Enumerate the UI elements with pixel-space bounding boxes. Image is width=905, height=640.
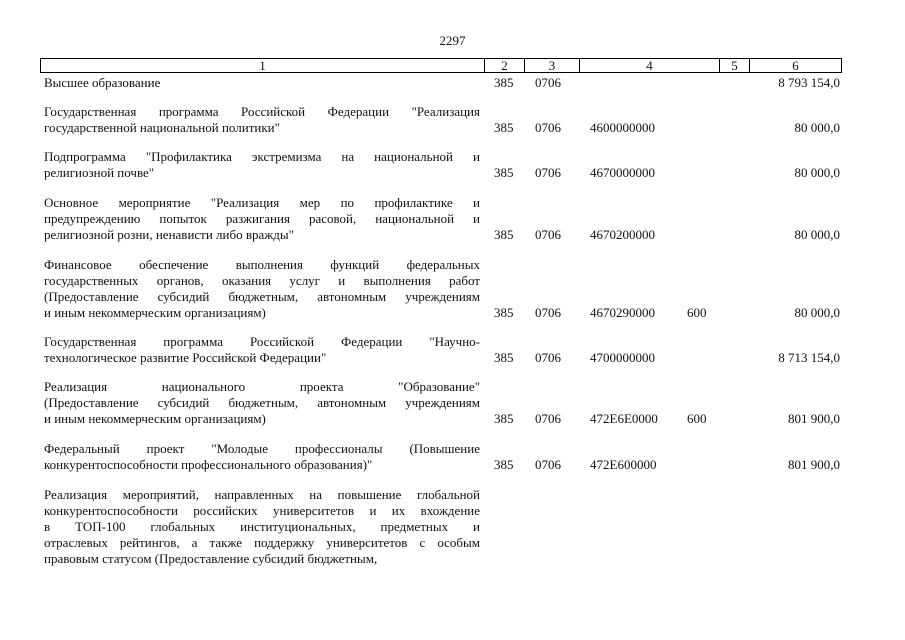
page-number: 2297 bbox=[439, 33, 466, 48]
row-name-line: и иным некоммерческим организациям) bbox=[44, 305, 266, 320]
row-col-6: 8 713 154,0 bbox=[778, 350, 840, 365]
row-col-6: 801 900,0 bbox=[788, 457, 840, 472]
row-col-2: 385 bbox=[494, 120, 514, 135]
table-row bbox=[0, 149, 905, 181]
row-col-4: 4670200000 bbox=[590, 227, 655, 242]
table-row bbox=[0, 379, 905, 427]
row-col-4: 4700000000 bbox=[590, 350, 655, 365]
row-name-line: религиозной розни, ненависти либо вражды" bbox=[44, 227, 294, 242]
row-col-4: 4600000000 bbox=[590, 120, 655, 135]
table-row bbox=[0, 104, 905, 136]
row-col-5: 600 bbox=[687, 305, 707, 320]
row-name bbox=[44, 257, 480, 321]
row-name-line: Реализация мероприятий, направленных на повышение глобальной bbox=[44, 487, 480, 502]
row-col-4: 4670290000 bbox=[590, 305, 655, 320]
row-col-2: 385 bbox=[494, 75, 514, 90]
row-name-line: правовым статусом (Предоставление субсидий бюджетным, bbox=[44, 551, 378, 566]
row-name-line: государственных органов, оказания услуг и выполнения работ bbox=[44, 273, 480, 288]
row-col-2: 385 bbox=[494, 227, 514, 242]
row-name-line: Высшее образование bbox=[44, 75, 161, 90]
row-col-6: 80 000,0 bbox=[794, 227, 840, 242]
column-header-2: 2 bbox=[485, 59, 525, 72]
row-col-4: 472E6E0000 bbox=[590, 411, 658, 426]
row-name bbox=[44, 334, 480, 366]
column-header-5: 5 bbox=[720, 59, 750, 72]
row-col-3: 0706 bbox=[535, 305, 561, 320]
row-name-line: конкурентоспособности российских университетов и их вхождение bbox=[44, 503, 480, 518]
table-row bbox=[0, 441, 905, 473]
row-col-2: 385 bbox=[494, 305, 514, 320]
row-col-6: 80 000,0 bbox=[794, 305, 840, 320]
row-col-3: 0706 bbox=[535, 350, 561, 365]
row-name bbox=[44, 104, 480, 136]
table-row bbox=[0, 334, 905, 366]
row-name-line: конкурентоспособности профессионального образования)" bbox=[44, 457, 373, 472]
row-col-4: 472E600000 bbox=[590, 457, 657, 472]
table-row bbox=[0, 195, 905, 243]
row-name bbox=[44, 75, 480, 91]
row-col-3: 0706 bbox=[535, 75, 561, 90]
row-name bbox=[44, 149, 480, 181]
row-col-3: 0706 bbox=[535, 120, 561, 135]
row-col-6: 8 793 154,0 bbox=[778, 75, 840, 90]
row-col-3: 0706 bbox=[535, 411, 561, 426]
row-col-3: 0706 bbox=[535, 165, 561, 180]
column-header-row bbox=[40, 58, 842, 73]
row-name-line: (Предоставление субсидий бюджетным, автономным учреждениям bbox=[44, 289, 480, 304]
row-name bbox=[44, 195, 480, 243]
column-header-6: 6 bbox=[792, 58, 799, 73]
row-name-line: Подпрограмма "Профилактика экстремизма на национальной и bbox=[44, 149, 480, 164]
row-name-line: технологическое развитие Российской Федерации" bbox=[44, 350, 327, 365]
row-name-line: Основное мероприятие "Реализация мер по профилактике и bbox=[44, 195, 480, 210]
row-col-3: 0706 bbox=[535, 457, 561, 472]
row-col-3: 0706 bbox=[535, 227, 561, 242]
row-col-2: 385 bbox=[494, 165, 514, 180]
row-name-line: Финансовое обеспечение выполнения функций федеральных bbox=[44, 257, 480, 272]
row-name-line: в ТОП-100 глобальных институциональных, предметных и bbox=[44, 519, 480, 534]
row-name-line: (Предоставление субсидий бюджетным, автономным учреждениям bbox=[44, 395, 480, 410]
row-name-line: Реализация национального проекта "Образование" bbox=[44, 379, 480, 394]
row-name-line: предупреждению попыток разжигания расовой, национальной и bbox=[44, 211, 480, 226]
row-name-line: Федеральный проект "Молодые профессионалы (Повышение bbox=[44, 441, 480, 456]
table-row bbox=[0, 487, 905, 567]
row-col-2: 385 bbox=[494, 411, 514, 426]
row-name-line: Государственная программа Российской Федерации "Научно- bbox=[44, 334, 480, 349]
row-col-6: 80 000,0 bbox=[794, 165, 840, 180]
row-name bbox=[44, 441, 480, 473]
row-col-5: 600 bbox=[687, 411, 707, 426]
column-header-3: 3 bbox=[525, 59, 580, 72]
row-name-line: и иным некоммерческим организациям) bbox=[44, 411, 266, 426]
column-header-1: 1 bbox=[41, 59, 485, 72]
row-col-2: 385 bbox=[494, 350, 514, 365]
row-name-line: государственной национальной политики" bbox=[44, 120, 280, 135]
column-header-4: 4 bbox=[580, 59, 720, 72]
row-col-2: 385 bbox=[494, 457, 514, 472]
row-name bbox=[44, 379, 480, 427]
row-col-6: 80 000,0 bbox=[794, 120, 840, 135]
row-name-line: отраслевых рейтингов, а также поддержку университетов с особым bbox=[44, 535, 480, 550]
row-col-6: 801 900,0 bbox=[788, 411, 840, 426]
table-row bbox=[0, 75, 905, 91]
row-name bbox=[44, 487, 480, 567]
row-col-4: 4670000000 bbox=[590, 165, 655, 180]
row-name-line: религиозной почве" bbox=[44, 165, 155, 180]
table-row bbox=[0, 257, 905, 321]
row-name-line: Государственная программа Российской Федерации "Реализация bbox=[44, 104, 480, 119]
